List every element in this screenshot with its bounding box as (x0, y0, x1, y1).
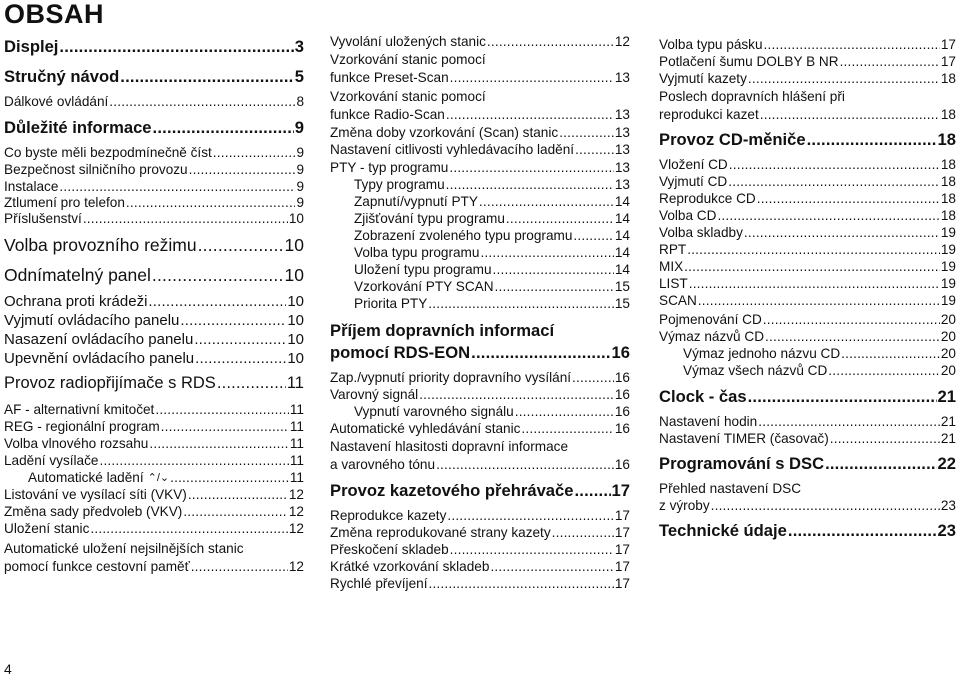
toc-entry[interactable]: AF - alternativní kmitočet ..... 11 (4, 402, 304, 417)
toc-entry[interactable]: pomocí RDS-EON ..... 16 (330, 343, 630, 363)
toc-entry[interactable]: Důležité informace ..... 9 (4, 118, 304, 138)
toc-entry-line: Nastavení hlasitosti dopravní informace (330, 439, 569, 454)
toc-entry[interactable]: SCAN ..... 19 (659, 293, 956, 308)
toc-entry[interactable]: Výmaz názvů CD ..... 20 (659, 329, 956, 344)
toc-entry[interactable]: Clock - čas ..... 21 (659, 387, 956, 407)
toc-entry[interactable]: z výroby ..... 23 (659, 498, 956, 513)
toc-entry[interactable]: Displej ..... 3 (4, 37, 304, 57)
toc-entry[interactable]: Varovný signál ..... 16 (330, 387, 630, 402)
toc-entry[interactable]: Změna sady předvoleb (VKV) ..... 12 (4, 504, 304, 519)
seek-up-down-icon: ⌃/⌄ (147, 472, 170, 484)
toc-entry[interactable]: Potlačení šumu DOLBY B NR ..... 17 (659, 54, 956, 69)
toc-entry[interactable]: Nastavení TIMER (časovač) ..... 21 (659, 431, 956, 446)
toc-entry[interactable]: a varovného tónu ..... 16 (330, 457, 630, 472)
toc-entry-line: Automatické uložení nejsilnějších stanic (4, 541, 244, 556)
toc-entry[interactable]: Volba CD ..... 18 (659, 208, 956, 223)
toc-entry[interactable]: Příslušenství ..... 10 (4, 211, 304, 226)
toc-entry[interactable]: Krátké vzorkování skladeb ..... 17 (330, 559, 630, 574)
toc-entry[interactable]: Zapnutí/vypnutí PTY ..... 14 (354, 194, 630, 209)
toc-entry[interactable]: LIST ..... 19 (659, 276, 956, 291)
toc-entry[interactable]: Reprodukce CD ..... 18 (659, 191, 956, 206)
toc-entry[interactable]: RPT ..... 19 (659, 242, 956, 257)
toc-entry[interactable]: Nastavení hodin ..... 21 (659, 414, 956, 429)
toc-entry[interactable]: Reprodukce kazety ..... 17 (330, 508, 630, 523)
toc-entry[interactable]: Odnímatelný panel ..... 10 (4, 265, 304, 286)
toc-entry[interactable]: Nastavení citlivosti vyhledávacího ladění ..... 13 (330, 142, 630, 157)
toc-entry[interactable]: Provoz radiopřijímače s RDS ..... 11 (4, 374, 304, 393)
toc-entry[interactable]: Volba typu programu ..... 14 (354, 245, 630, 260)
toc-entry[interactable]: Zap./vypnutí priority dopravního vysílání ..... 16 (330, 370, 630, 385)
toc-entry[interactable]: Dálkové ovládání ..... 8 (4, 94, 304, 109)
toc-entry[interactable]: Volba typu pásku ..... 17 (659, 37, 956, 52)
toc-entry[interactable]: PTY - typ programu ..... 13 (330, 160, 630, 175)
toc-entry[interactable]: funkce Radio-Scan ..... 13 (330, 107, 630, 122)
toc-entry[interactable]: reprodukci kazet ..... 18 (659, 107, 956, 122)
toc-entry[interactable]: Volba vlnového rozsahu ..... 11 (4, 436, 304, 451)
toc-entry[interactable]: Ztlumení pro telefon ..... 9 (4, 195, 304, 210)
toc-entry[interactable]: Vypnutí varovného signálu ..... 16 (354, 404, 630, 419)
toc-entry[interactable]: Rychlé převíjení ..... 17 (330, 576, 630, 591)
toc-entry[interactable]: Ladění vysílače ..... 11 (4, 453, 304, 468)
toc-entry[interactable]: Zjišťování typu programu ..... 14 (354, 211, 630, 226)
toc-entry[interactable]: Technické údaje ..... 23 (659, 521, 956, 541)
toc-entry[interactable]: Instalace ..... 9 (4, 179, 304, 194)
toc-entry-line: Poslech dopravních hlášení při (659, 89, 845, 104)
toc-entry-line: Vzorkování stanic pomocí (330, 52, 486, 67)
toc-entry[interactable]: Uložení stanic ..... 12 (4, 521, 304, 536)
toc-entry[interactable]: Vložení CD ..... 18 (659, 157, 956, 172)
toc-entry[interactable]: Typy programu ..... 13 (354, 177, 630, 192)
toc-entry[interactable]: Co byste měli bezpodmínečně číst ..... 9 (4, 145, 304, 160)
toc-entry[interactable]: Vzorkování PTY SCAN ..... 15 (354, 279, 630, 294)
toc-entry[interactable]: Automatické vyhledávání stanic ..... 16 (330, 421, 630, 436)
toc-entry[interactable]: Volba skladby ..... 19 (659, 225, 956, 240)
toc-entry-line: Přehled nastavení DSC (659, 481, 802, 496)
toc-entry[interactable]: Stručný návod ..... 5 (4, 67, 304, 87)
toc-entry[interactable]: Ochrana proti krádeži ..... 10 (4, 293, 304, 310)
toc-entry[interactable]: REG - regionální program ..... 11 (4, 419, 304, 434)
toc-entry[interactable]: Vyvolání uložených stanic ..... 12 (330, 34, 630, 49)
toc-entry[interactable]: pomocí funkce cestovní paměť ..... 12 (4, 559, 304, 574)
toc-entry-line: Vzorkování stanic pomocí (330, 89, 486, 104)
toc-entry[interactable]: Upevnění ovládacího panelu ..... 10 (4, 350, 304, 367)
toc-entry[interactable]: Pojmenování CD ..... 20 (659, 312, 956, 327)
toc-entry[interactable]: Výmaz jednoho názvu CD ..... 20 (683, 346, 956, 361)
toc-entry[interactable]: Priorita PTY ..... 15 (354, 296, 630, 311)
toc-entry[interactable]: Automatické ladění ⌃/⌄ ..... 11 (28, 470, 304, 485)
toc-entry[interactable]: MIX ..... 19 (659, 259, 956, 274)
toc-entry[interactable]: Provoz kazetového přehrávače ..... 17 (330, 481, 630, 501)
toc-entry[interactable]: Programování s DSC ..... 22 (659, 454, 956, 474)
toc-entry[interactable]: Výmaz všech názvů CD ..... 20 (683, 363, 956, 378)
toc-entry[interactable]: Změna reprodukované strany kazety ..... 17 (330, 525, 630, 540)
toc-entry[interactable]: Vyjmutí CD ..... 18 (659, 174, 956, 189)
toc-entry[interactable]: Přeskočení skladeb ..... 17 (330, 542, 630, 557)
toc-entry[interactable]: Bezpečnost silničního provozu ..... 9 (4, 162, 304, 177)
toc-entry[interactable]: Vyjmutí kazety ..... 18 (659, 71, 956, 86)
toc-heading: OBSAH (4, 0, 105, 29)
toc-entry[interactable]: Listování ve vysílací síti (VKV) ..... 12 (4, 487, 304, 502)
page-number: 4 (4, 661, 12, 677)
toc-entry[interactable]: Nasazení ovládacího panelu ..... 10 (4, 331, 304, 348)
toc-entry[interactable]: Provoz CD-měniče ..... 18 (659, 130, 956, 150)
toc-entry-line: Příjem dopravních informací (330, 321, 555, 340)
toc-entry[interactable]: Volba provozního režimu ..... 10 (4, 235, 304, 256)
toc-entry[interactable]: Změna doby vzorkování (Scan) stanic ..... 13 (330, 125, 630, 140)
toc-entry[interactable]: Vyjmutí ovládacího panelu ..... 10 (4, 312, 304, 329)
toc-entry[interactable]: Zobrazení zvoleného typu programu ..... 14 (354, 228, 630, 243)
toc-entry[interactable]: funkce Preset-Scan ..... 13 (330, 70, 630, 85)
toc-entry[interactable]: Uložení typu programu ..... 14 (354, 262, 630, 277)
